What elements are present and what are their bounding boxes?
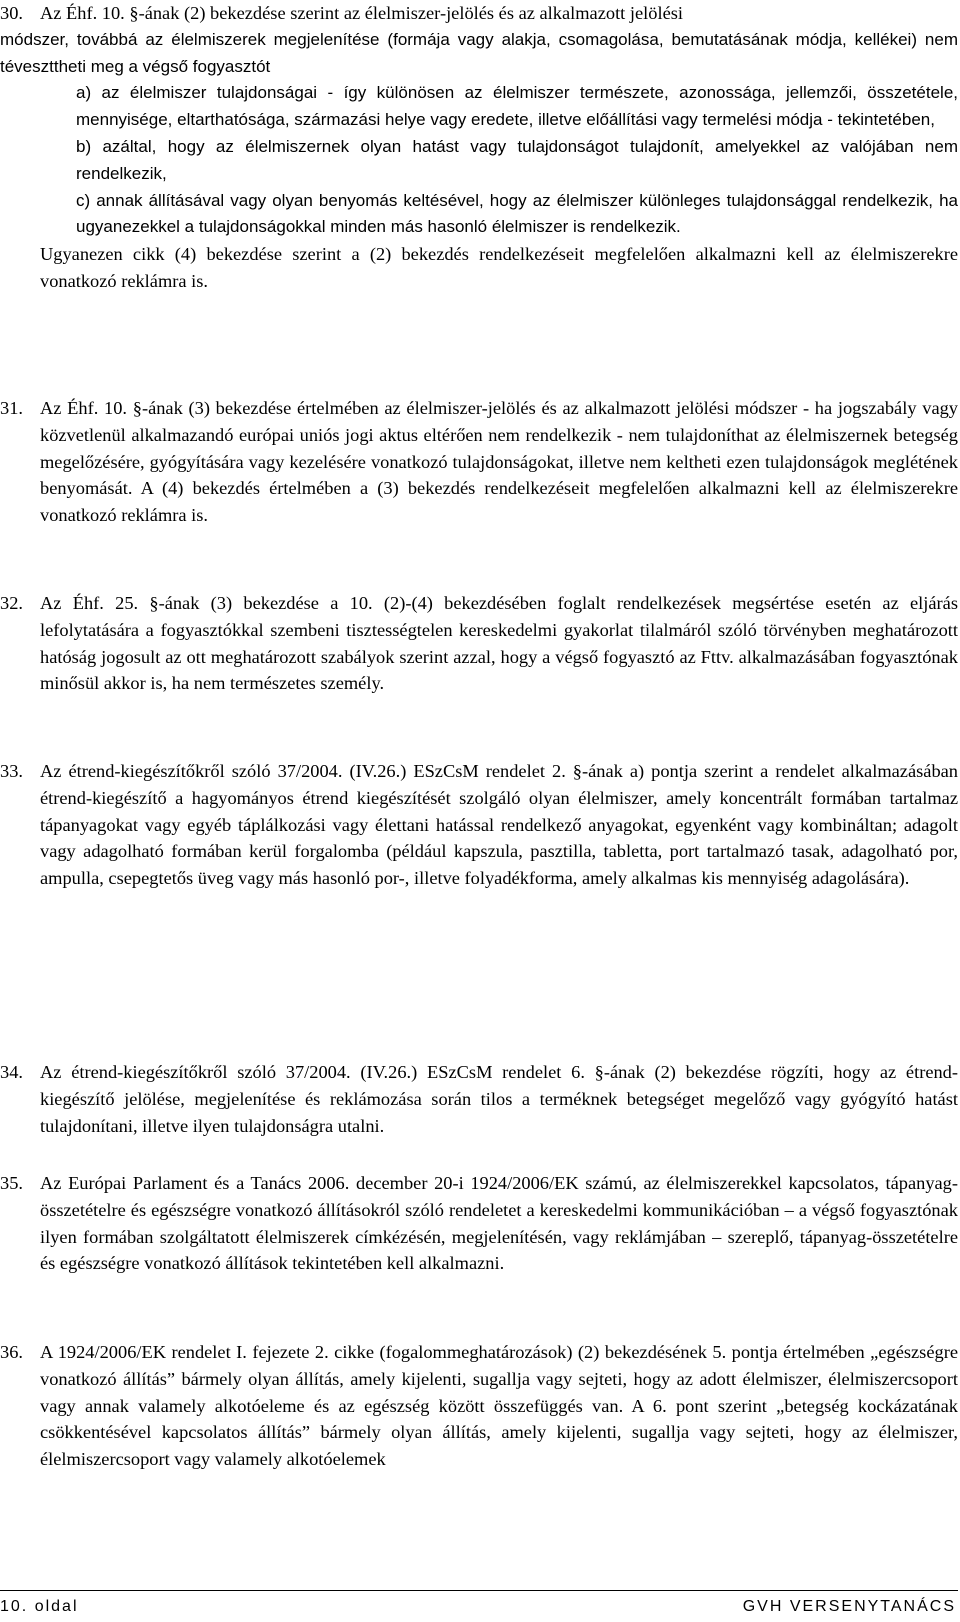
paragraph-35-text: Az Európai Parlament és a Tanács 2006. december 20-i 1924/2006/EK számú, az élelmiszerekkel kapcsolatos, tápanyag-összetételre és egészségre vonatkozó állításokról szóló rendeletet a kereskedelmi kommunikációban – a végső fogyasztónak ilyen formában szolgáltatott élelmiszerek címkézésén, megjelenítésén, vagy reklámjában – szereplő, tápanyag-összetételre és egészségre vonatkozó állítások tekintetében kell alkalmazni. [40,1173,958,1274]
paragraph-number: 36. [0,1342,23,1362]
paragraph-36 [0,1339,958,1473]
paragraph-32-text: Az Éhf. 25. §-ának (3) bekezdése a 10. (2)-(4) bekezdésében foglalt rendelkezések megsértése esetén az eljárás lefolytatására a fogyasztókkal szembeni tisztességtelen kereskedelmi gyakorlat tilalmáról szóló törvényben meghatározott hatóság jogosult az ott meghatározott szabályok szerint azzal, hogy a végső fogyasztó az Fttv. alkalmazásában fogyasztónak minősül akkor is, ha nem természetes személy. [40,593,958,694]
paragraph-32 [0,590,958,697]
paragraph-33 [0,758,958,892]
paragraph-30-point-c: c) annak állításával vagy olyan benyomás keltésével, hogy az élelmiszer különleges tulajdonsággal rendelkezik, ha ugyanezekkel a tulajdonságokkal minden más hasonló élelmiszer is rendelkezik. [76,190,958,237]
footer-page-number: 10. oldal [0,1598,79,1615]
footer-organization: GVH VERSENYTANÁCS [742,1598,956,1615]
paragraph-number: 34. [0,1062,23,1082]
footer-divider [0,1590,958,1591]
paragraph-number: 35. [0,1173,23,1193]
paragraph-30-continuation: módszer, továbbá az élelmiszerek megjelenítése (formája vagy alakja, csomagolása, bemutatásának módja, kellékei) nem téveszttheti meg a végső fogyasztót [0,29,958,76]
paragraph-30-lead: Az Éhf. 10. §-ának (2) bekezdése szerint az élelmiszer-jelölés és az alkalmazott jelölési [40,3,684,23]
paragraph-30 [0,0,958,295]
paragraph-30-point-a: a) az élelmiszer tulajdonságai - így különösen az élelmiszer természete, azonossága, jellemzői, összetétele, mennyisége, eltarthatósága, származási helye vagy eredete, illetve előállítási vagy termelési módja - tekintetében, [76,83,958,130]
paragraph-31-text: Az Éhf. 10. §-ának (3) bekezdése értelmében az élelmiszer-jelölés és az alkalmazott jelölési módszer - ha jogszabály vagy közvetlenül alkalmazandó európai uniós jogi aktus eltérően nem rendelkezik - nem tulajdoníthat az élelmiszernek betegség megelőzésére, gyógyítására vagy kezelésére vonatkozó tulajdonságokat, illetve nem keltheti ezen tulajdonságok meglétének benyomását. A (4) bekezdés értelmében a (3) bekezdés rendelkezéseit megfelelően alkalmazni kell az élelmiszerekre vonatkozó reklámra is. [40,398,958,526]
paragraph-number: 31. [0,398,23,418]
paragraph-number: 30. [0,3,23,23]
paragraph-30-point-b: b) azáltal, hogy az élelmiszernek olyan hatást vagy tulajdonságot tulajdonít, amelyekkel az valójában nem rendelkezik, [76,136,958,183]
paragraph-30-tail: Ugyanezen cikk (4) bekezdése szerint a (2) bekezdés rendelkezéseit megfelelően alkalmazni kell az élelmiszerekre vonatkozó reklámra is. [40,244,958,291]
paragraph-34 [0,1059,958,1139]
paragraph-36-text: A 1924/2006/EK rendelet I. fejezete 2. cikke (fogalommeghatározások) (2) bekezdésének 5. pontja értelmében „egészségre vonatkozó állítás” bármely olyan állítás, amely kijelenti, sugallja vagy sejteti, hogy az adott élelmiszer, élelmiszercsoport vagy annak valamely alkotóeleme és az egészség között összefüggés van. A 6. pont szerint „betegség kockázatának csökkentésével kapcsolatos állítás” bármely olyan állítás, amely kijelenti, sugallja vagy sejteti, hogy az élelmiszer, élelmiszercsoport vagy valamely alkotóelemek [40,1342,958,1470]
paragraph-34-text: Az étrend-kiegészítőkről szóló 37/2004. (IV.26.) ESzCsM rendelet 6. §-ának (2) bekezdése rögzíti, hogy az étrend-kiegészítő jelölése, megjelenítése és reklámozása során tilos a terméknek betegséget megelőző vagy gyógyító hatást tulajdonítani, illetve ilyen tulajdonságra utalni. [40,1062,958,1136]
paragraph-35 [0,1170,958,1277]
paragraph-31 [0,395,958,529]
paragraph-number: 32. [0,593,23,613]
paragraph-33-text: Az étrend-kiegészítőkről szóló 37/2004. (IV.26.) ESzCsM rendelet 2. §-ának a) pontja szerint a rendelet alkalmazásában étrend-kiegészítő a hagyományos étrend kiegészítését szolgáló olyan élelmiszer, amely koncentrált formában tartalmaz tápanyagokat vagy egyéb táplálkozási vagy élettani hatással rendelkező anyagokat, egyenként vagy kombináltan; adagolt vagy adagolható formában kerül forgalomba (például kapszula, pasztilla, tabletta, port tartalmazó tasak, adagolható por, ampulla, csepegtetős üveg vagy más hasonló por-, illetve folyadékforma, amely alkalmas kis mennyiség adagolására). [40,761,958,889]
paragraph-number: 33. [0,761,23,781]
